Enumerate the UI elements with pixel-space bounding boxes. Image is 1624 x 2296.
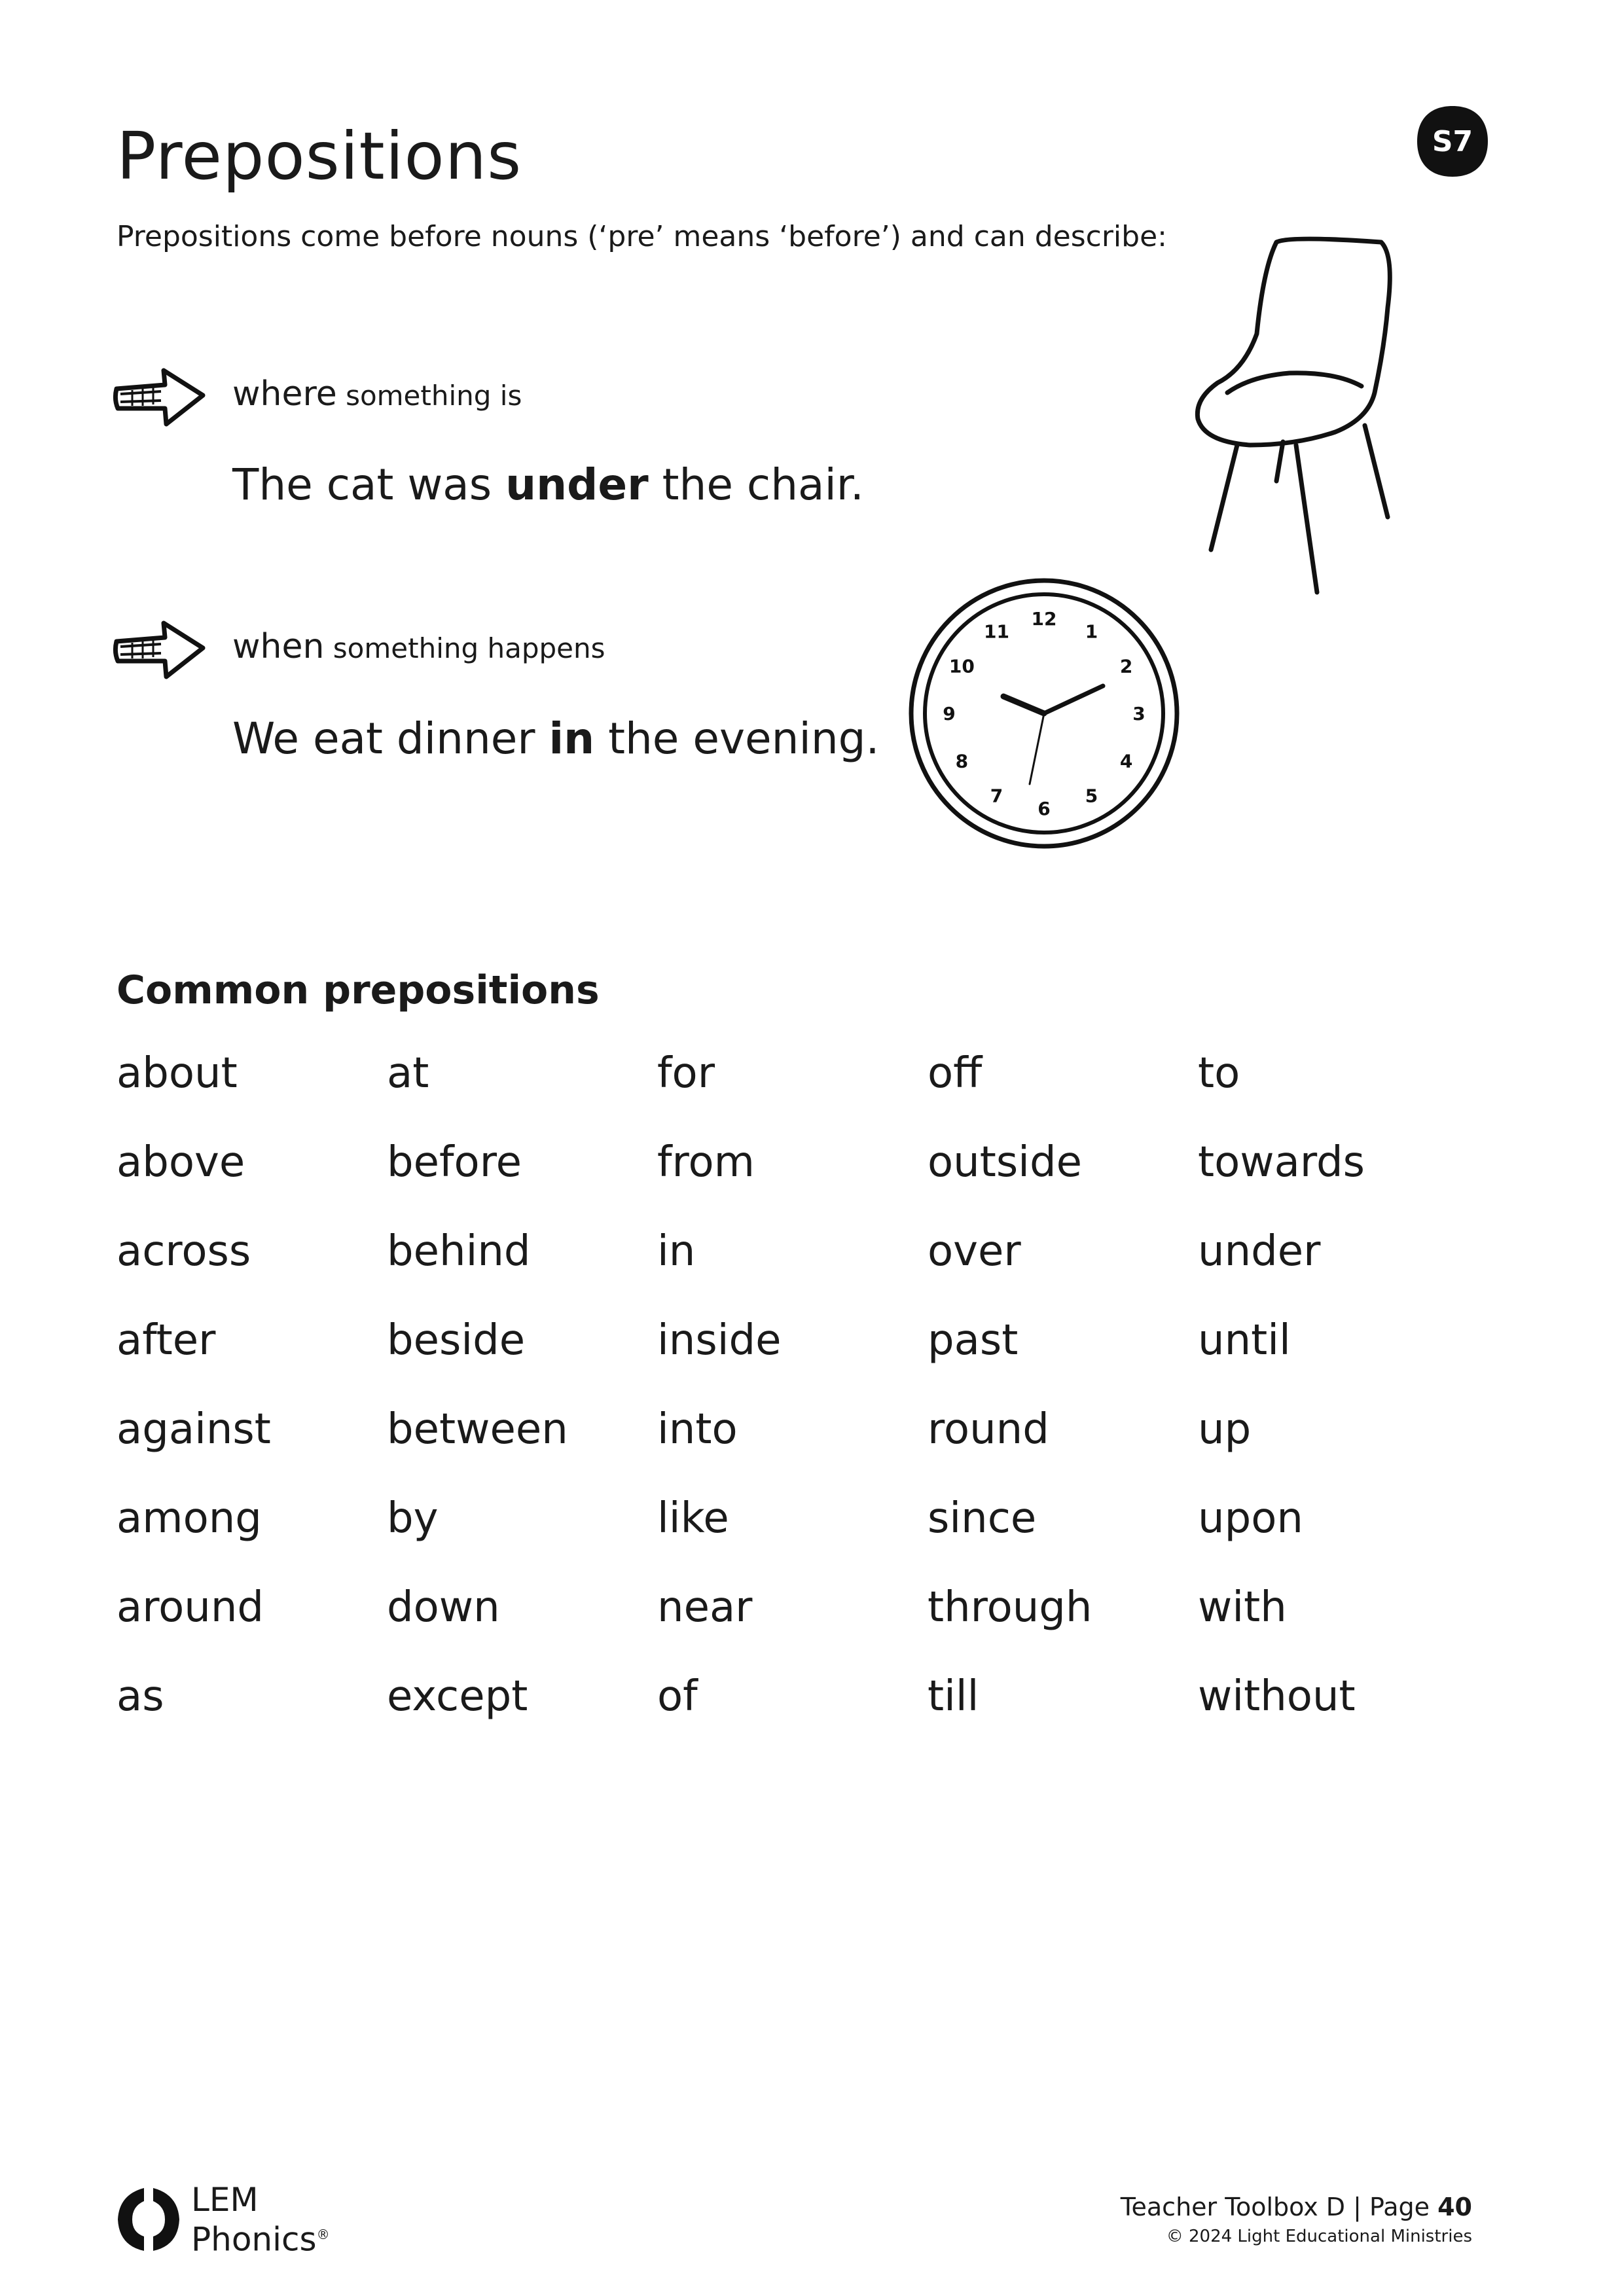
clock-numeral: 9 — [943, 703, 956, 725]
chair-illustration — [1178, 229, 1414, 602]
preposition-word: as — [117, 1672, 164, 1721]
intro-text: Prepositions come before nouns (‘pre’ means ‘before’) and can describe: — [117, 220, 1167, 253]
footer-info — [1121, 2193, 1472, 2246]
keyword-where-rest: something is — [336, 380, 522, 412]
sentence-part: the evening. — [594, 713, 880, 764]
clock-numeral: 10 — [948, 655, 975, 677]
logo-text-lem: LEM — [191, 2181, 259, 2219]
logo-text-phonics — [191, 2217, 330, 2257]
clock-numeral: 2 — [1119, 655, 1133, 677]
preposition-word: past — [928, 1316, 1019, 1365]
clock-numeral: 8 — [955, 750, 969, 772]
clock-numeral: 4 — [1119, 750, 1133, 772]
preposition-word: till — [928, 1672, 979, 1721]
preposition-word: with — [1198, 1583, 1287, 1632]
prepositions-table — [117, 1044, 1468, 1756]
preposition-word: in — [657, 1227, 696, 1276]
preposition-word: after — [117, 1316, 216, 1365]
keyword-when: when — [232, 627, 325, 666]
sentence-preposition: under — [505, 459, 649, 510]
where-label — [232, 374, 522, 414]
preposition-word: through — [928, 1583, 1092, 1632]
keyword-where: where — [232, 374, 337, 414]
preposition-word: of — [657, 1672, 698, 1721]
preposition-word: between — [387, 1405, 568, 1454]
copyright: © 2024 Light Educational Ministries — [1166, 2227, 1472, 2246]
sentence-part: the chair. — [648, 459, 864, 510]
sentence-preposition: in — [549, 713, 595, 764]
preposition-word: round — [928, 1405, 1049, 1454]
clock-numeral: 12 — [1031, 608, 1057, 630]
lem-logo-icon — [113, 2183, 185, 2255]
example-sentence-where — [232, 459, 864, 510]
preposition-word: above — [117, 1138, 245, 1187]
clock-numeral: 11 — [984, 620, 1009, 643]
sentence-part: We eat dinner — [232, 713, 549, 764]
pointing-arrow-icon — [113, 614, 211, 686]
section-heading: Common prepositions — [117, 967, 600, 1013]
preposition-word: to — [1198, 1049, 1240, 1098]
clock-numeral: 1 — [1085, 620, 1098, 643]
preposition-word: until — [1198, 1316, 1291, 1365]
preposition-word: since — [928, 1494, 1037, 1543]
preposition-word: except — [387, 1672, 528, 1721]
preposition-word: before — [387, 1138, 522, 1187]
clock-numeral: 6 — [1038, 798, 1051, 819]
preposition-word: inside — [657, 1316, 782, 1365]
preposition-word: off — [928, 1049, 983, 1098]
logo-phonics-word: Phonics — [191, 2220, 317, 2259]
preposition-word: against — [117, 1405, 271, 1454]
preposition-word: behind — [387, 1227, 531, 1276]
preposition-word: over — [928, 1227, 1021, 1276]
preposition-word: up — [1198, 1405, 1252, 1454]
book-title: Teacher Toolbox D | Page — [1120, 2193, 1438, 2221]
page-number: 40 — [1437, 2193, 1472, 2221]
example-sentence-when — [232, 713, 880, 764]
when-label — [232, 627, 605, 666]
sentence-part: The cat was — [232, 459, 506, 510]
preposition-word: among — [117, 1494, 262, 1543]
clock-numeral: 5 — [1085, 785, 1098, 807]
registered-mark: ® — [316, 2227, 330, 2242]
preposition-word: beside — [387, 1316, 526, 1365]
preposition-word: near — [657, 1583, 753, 1632]
keyword-when-rest: something happens — [324, 632, 605, 664]
preposition-word: upon — [1198, 1494, 1303, 1543]
preposition-word: across — [117, 1227, 251, 1276]
section-badge: S7 — [1432, 124, 1473, 158]
preposition-word: by — [387, 1494, 439, 1543]
preposition-word: without — [1198, 1672, 1356, 1721]
clock-illustration — [907, 576, 1182, 851]
clock-numeral: 3 — [1132, 703, 1146, 725]
clock-numeral: 7 — [990, 785, 1003, 807]
preposition-word: under — [1198, 1227, 1321, 1276]
preposition-word: like — [657, 1494, 729, 1543]
page-title: Prepositions — [117, 118, 522, 194]
pointing-arrow-icon — [113, 361, 211, 433]
preposition-word: for — [657, 1049, 715, 1098]
preposition-word: towards — [1198, 1138, 1365, 1187]
preposition-word: down — [387, 1583, 500, 1632]
page-label — [1121, 2193, 1472, 2221]
preposition-word: about — [117, 1049, 238, 1098]
preposition-word: at — [387, 1049, 429, 1098]
preposition-word: around — [117, 1583, 264, 1632]
preposition-word: into — [657, 1405, 738, 1454]
preposition-word: from — [657, 1138, 755, 1187]
preposition-word: outside — [928, 1138, 1082, 1187]
